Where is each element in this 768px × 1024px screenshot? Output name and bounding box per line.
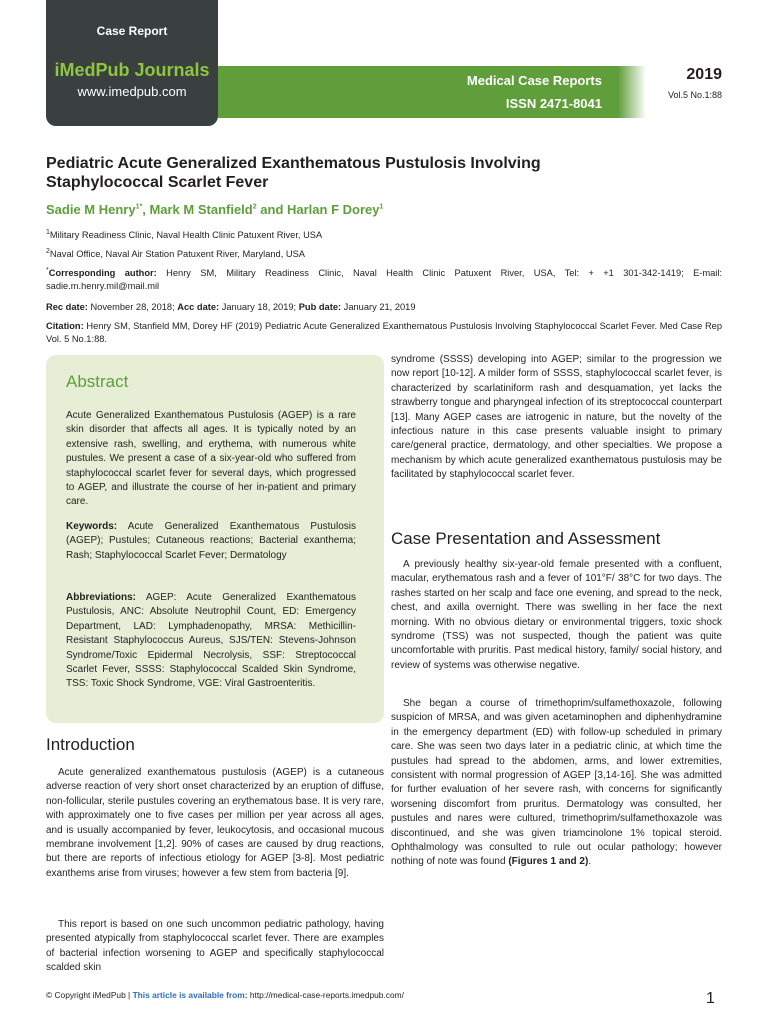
abstract-text: Acute Generalized Exanthematous Pustulosis (AGEP) is a rare skin disorder that affects all ages. It is typically noted by an extensive rash, swelling, and erythema, with numerous white pustules. We present a case of a six-year-old who suffered from staphylococcal scarlet fever for several days, which progressed to AGEP, and illustrate the course of her in-patient and primary care. [66,410,356,508]
author-3: and Harlan F Dorey [256,202,380,217]
journal-issn: ISSN 2471-8041 [505,96,602,111]
title-line-2: Staphylococcal Scarlet Fever [46,174,269,191]
article-dates: Rec date: November 28, 2018; Acc date: January 18, 2019; Pub date: January 21, 2019 [46,302,416,312]
introduction-heading: Introduction [46,735,135,754]
journal-name: iMedPub Journals [54,60,210,80]
introduction-paragraph-1: Acute generalized exanthematous pustulosis (AGEP) is a cutaneous adverse reaction of very short onset characterized by an eruption of diffuse, non-follicular, sterile pustules covering an erythematous base. It is very rare, with approximately one to five cases per million per year across all ages, and is usually accompanied by fever, leukocytosis, and occasional mucous membrane involvement [1,2]. 90% of cases are caused by drug reactions, but there are reports of infectious etiology for AGEP [3-8]. Most pediatric exanthems arise from viruses; however a few stem from bacteria [9]. [46,767,384,879]
available-from-label: This article is available from: [132,990,248,1000]
article-type-label: Case Report [96,24,168,38]
author-2-sup: 2 [252,203,257,211]
case-presentation-heading: Case Presentation and Assessment [391,529,661,548]
author-2: , Mark M Stanfield [142,202,253,217]
volume-info: Vol.5 No.1:88 [667,90,722,100]
introduction-paragraph-2: This report is based on one such uncommon pediatric pathology, having presented atypically from staphylococcal scarlet fever. There are examples of bacterial infection worsening to AGEP and specifically staphylococcal scalded skin [46,919,384,974]
page-number: 1 [706,990,715,1007]
publication-year: 2019 [686,66,722,83]
article-title [46,154,726,192]
abbreviations: Abbreviations: AGEP: Acute Generalized Exanthematous Pustulosis, ANC: Absolute Neutrophil Count, ED: Emergency Department, LAD: Lymphadenopathy, MRSA: Methicillin-Resistant Staphylococcus Aureus, SJS/TEN: Stevens-Johnson Syndrome/Toxic Epidermal Necrolysis, SSF: Streptococcal Scarlet Fever, SSSS: Staphylococcal Scalded Skin Syndrome, TSS: Toxic Shock Syndrome, VGE: Viral Gastroenteritis. [66,592,356,690]
figures-reference[interactable]: (Figures 1 and 2) [508,856,589,868]
citation: Citation: Henry SM, Stanfield MM, Dorey HF (2019) Pediatric Acute Generalized Exanthematous Pustulosis Involving Staphylococcal Scarlet Fever. Med Case Rep Vol. 5 No.1:88. [46,321,722,344]
title-line-1: Pediatric Acute Generalized Exanthematous Pustulosis Involving [46,155,541,172]
case-paragraph-2: She began a course of trimethoprim/sulfamethoxazole, following suspicion of MRSA, and was given acetaminophen and diphenhydramine in the emergency department (ED) with follow-up scheduled in primary care. She was seen two days later in a pediatric clinic, at which time the pustules had spread to the abdomen, arms, and lower extremities, consistent with normal progression of AGEP [3,14-16]. She was admitted for further evaluation of her severe rash, with concerns for significantly worsening discomfort from pruritus. Dermatology was consulted, her pustules and nares were cultured, trimethoprim/sulfamethoxazole was discontinued, and she was given triamcinolone 1% topical steroid. Ophthalmology was consulted to rule out ocular pathology; however nothing of note was found (Figures 1 and 2). [391,698,722,868]
keywords: Keywords: Acute Generalized Exanthematous Pustulosis (AGEP); Pustules; Cutaneous reactions; Bacterial exanthema; Rash; Staphylococcal Scarlet Fever; Dermatology [66,521,356,561]
copyright-text: © Copyright iMedPub | [46,990,133,1000]
abstract-heading: Abstract [66,372,129,391]
journal-brand-block [46,0,218,126]
journal-title-bar [218,66,618,118]
affiliation-1: $^1$Military Readiness Clinic, Naval Health Clinic Patuxent River, USA [46,228,323,240]
author-list [46,202,726,217]
affiliation-2: $^2$Naval Office, Naval Air Station Patuxent River, Maryland, USA [46,247,305,259]
citation-label: Citation: [46,321,84,331]
article-url[interactable]: http://medical-case-reports.imedpub.com/ [247,990,404,1000]
corresponding-author: *Corresponding author: Henry SM, Military Readiness Clinic, Naval Health Clinic Patuxent River, USA, Tel: + +1 301-342-1419; E-mail: sadie.m.henry.mil@mail.mil [46,266,722,291]
author-1-sup: 1* [135,203,143,211]
introduction-continued: syndrome (SSSS) developing into AGEP; similar to the progression we now report [10-12]. A milder form of SSSS, staphylococcal scarlet fever, is characterized by scarlatiniform rash and desquamation, yet lacks the strawberry tongue and pharyngeal infection of its streptococcal counterpart [13]. Many AGEP cases are iatrogenic in nature, but the novelty of the infectious nature in this case presents valuable insight to primary care/general practice, dermatology, and other specialties. We propose a mechanism by which acute generalized exanthematous pustulosis may be facilitated by staphylococcal scarlet fever. [391,354,722,481]
author-3-sup: 1 [379,203,384,211]
corresponding-author-label: Corresponding author: [48,268,157,278]
journal-title: Medical Case Reports [466,73,602,88]
case-paragraph-1: A previously healthy six-year-old female presented with a confluent, macular, erythematous rash and a fever of 101°F/ 38°C for two days. The rashes started on her scalp and face one evening, and spread to the neck, chest, and axilla overnight. There was swelling in her face the next morning. With no obvious dietary or environmental triggers, toxic shock syndrome (TSS) was not suspected, though the patient was quite uncomfortable with pruritis. Past medical history, family/ social history, and review of systems was otherwise negative. [391,559,722,671]
footer [46,990,666,1000]
journal-url[interactable]: www.imedpub.com [77,84,187,99]
author-1: Sadie M Henry [46,202,136,217]
keywords-label: Keywords: [66,521,118,532]
abbreviations-label: Abbreviations: [66,592,137,603]
